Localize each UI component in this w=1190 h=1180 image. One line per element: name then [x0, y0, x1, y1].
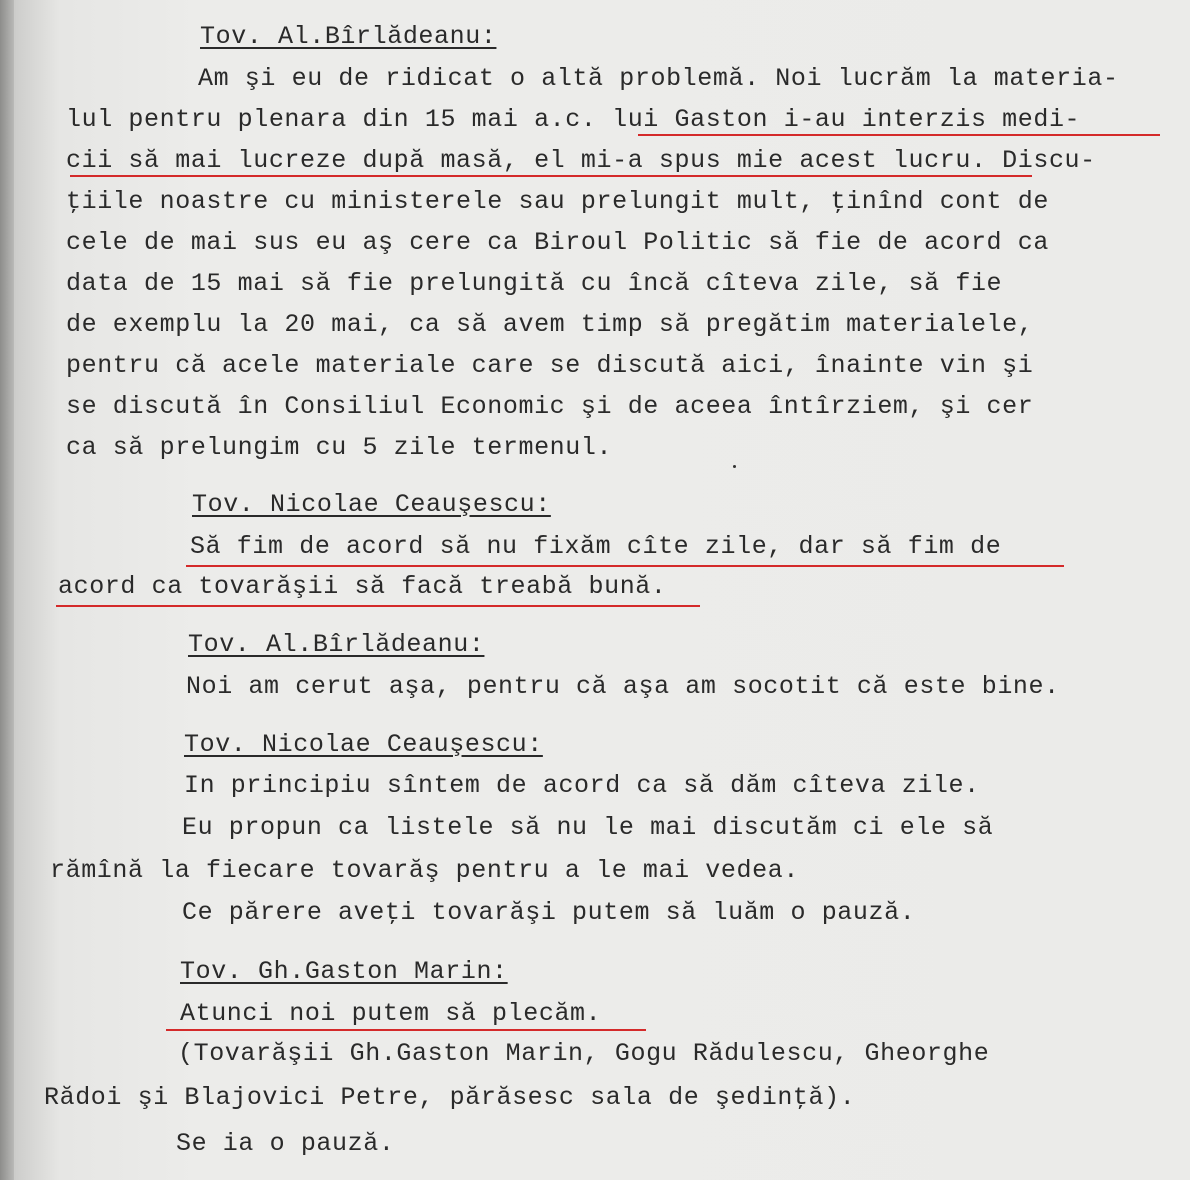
red-underline: [638, 134, 1160, 136]
text-line: Rădoi şi Blajovici Petre, părăsesc sala de şedinţă).: [44, 1083, 856, 1112]
text-line: rămînă la fiecare tovarăş pentru a le mai vedea.: [50, 856, 799, 885]
text-line: acord ca tovarăşii să facă treabă bună.: [58, 572, 667, 601]
ink-speck: [733, 465, 736, 468]
text-line: (Tovarăşii Gh.Gaston Marin, Gogu Rădulescu, Gheorghe: [178, 1039, 990, 1068]
text-line: Atunci noi putem să plecăm.: [180, 999, 602, 1028]
text-line: data de 15 mai să fie prelungită cu încă cîteva zile, să fie: [66, 269, 1003, 298]
text-line: Am şi eu de ridicat o altă problemă. Noi lucrăm la materia-: [198, 64, 1119, 93]
text-line: cele de mai sus eu aş cere ca Biroul Politic să fie de acord ca: [66, 228, 1049, 257]
speaker-label: Tov. Al.Bîrlădeanu:: [200, 22, 497, 51]
speaker-label: Tov. Nicolae Ceauşescu:: [192, 490, 551, 519]
red-underline: [166, 1029, 646, 1031]
text-line: se discută în Consiliul Economic şi de aceea întîrziem, şi cer: [66, 392, 1034, 421]
text-line: Se ia o pauză.: [176, 1129, 395, 1158]
text-line: Ce părere aveţi tovarăşi putem să luăm o pauză.: [182, 898, 916, 927]
scan-edge: [0, 0, 14, 1180]
speaker-label: Tov. Nicolae Ceauşescu:: [184, 730, 543, 759]
red-underline: [186, 565, 1064, 567]
red-underline: [70, 175, 1032, 177]
text-line: ca să prelungim cu 5 zile termenul.: [66, 433, 613, 462]
text-line: Noi am cerut aşa, pentru că aşa am socotit că este bine.: [186, 672, 1060, 701]
speaker-label: Tov. Al.Bîrlădeanu:: [188, 630, 485, 659]
text-line: Să fim de acord să nu fixăm cîte zile, dar să fim de: [190, 532, 1002, 561]
speaker-label: Tov. Gh.Gaston Marin:: [180, 957, 508, 986]
text-line: In principiu sîntem de acord ca să dăm cîteva zile.: [184, 771, 980, 800]
text-line: cii să mai lucreze după masă, el mi-a spus mie acest lucru. Discu-: [66, 146, 1096, 175]
text-line: pentru că acele materiale care se discută aici, înainte vin şi: [66, 351, 1034, 380]
text-line: Eu propun ca listele să nu le mai discutăm ci ele să: [182, 813, 994, 842]
red-underline: [56, 605, 700, 607]
text-line: ţiile noastre cu ministerele sau prelungit mult, ţinînd cont de: [66, 187, 1049, 216]
text-line: lul pentru plenara din 15 mai a.c. lui Gaston i-au interzis medi-: [66, 105, 1081, 134]
text-line: de exemplu la 20 mai, ca să avem timp să pregătim materialele,: [66, 310, 1034, 339]
